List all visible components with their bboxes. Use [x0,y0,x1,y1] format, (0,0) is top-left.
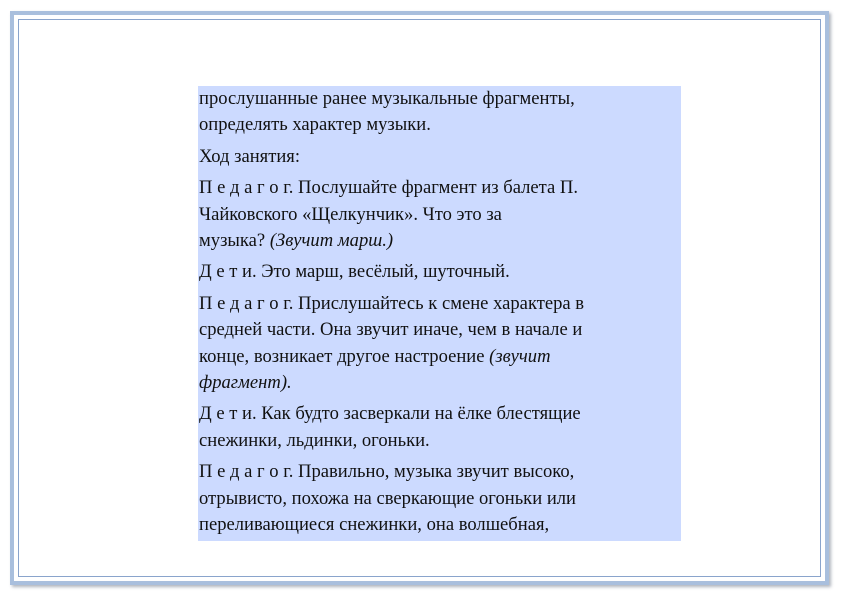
paragraph-lesson-heading [199,144,681,170]
text-fragment: музыка? [199,230,270,252]
text-line: прослушанные ранее музыкальные фрагменты, [199,88,575,109]
text-line: отрывисто, похожа на сверкающие огоньки или [199,487,576,509]
paragraph-teacher-1 [199,175,681,254]
lesson-text-box [198,86,681,541]
stage-direction: (звучит [489,345,551,367]
text-line: П е д а г о г. Прислушайтесь к смене характера в [199,292,585,314]
paragraph-teacher-2 [199,291,681,397]
text-line: переливающиеся снежинки, она волшебная, [199,514,550,536]
text-line: Д е т и. Это марш, весёлый, шуточный. [199,261,510,283]
text-line: Д е т и. Как будто засверкали на ёлке блестящие [199,403,581,425]
text-line [199,344,681,370]
paragraph-teacher-3 [199,459,681,538]
text-line: П е д а г о г. Правильно, музыка звучит высоко, [199,461,575,483]
paragraph-children-1 [199,259,681,285]
text-fragment: конце, возникает другое настроение [199,345,490,367]
text-line: П е д а г о г. Послушайте фрагмент из балета П. [199,177,579,199]
paragraph-children-2 [199,401,681,454]
stage-direction: (Звучит марш.) [269,230,394,252]
stage-direction-line: фрагмент). [199,372,292,394]
lesson-heading: Ход занятия: [199,145,301,167]
text-line: снежинки, льдинки, огоньки. [199,429,430,451]
paragraph-intro [199,86,681,139]
text-line: Чайковского «Щелкунчик». Что это за [199,203,502,225]
text-line: средней части. Она звучит иначе, чем в начале и [199,319,583,341]
text-line [199,228,681,254]
text-line: определять характер музыки. [199,114,431,136]
